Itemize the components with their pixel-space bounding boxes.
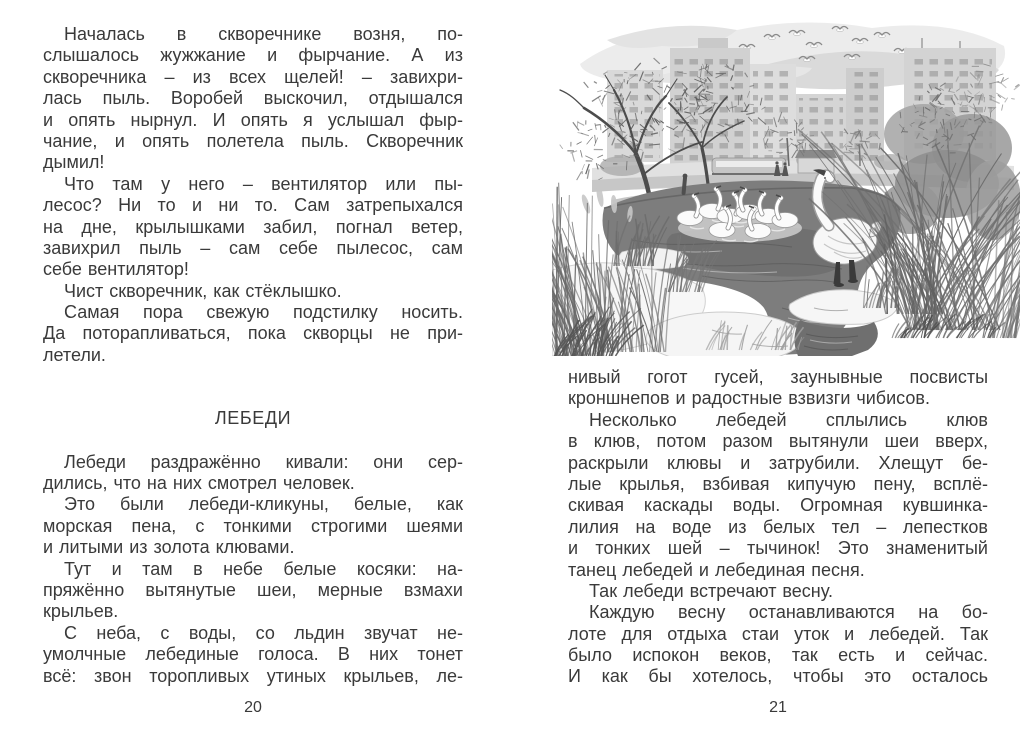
swan-pond-illustration [552,8,1020,356]
text-line: Самая пора свежую подстилку носить. [64,302,463,323]
text-line: нивый гогот гусей, заунывные посвисты [568,367,988,387]
text-line: Несколько лебедей сплылись клюв [589,409,988,430]
text-line: С неба, с воды, со льдин звучат не- [64,622,463,643]
text-line: чание, и опять полетела пыль. Скворечник [43,130,463,151]
text-line: раскрыли клювы и затрубили. Хлещут бе- [568,452,988,473]
text-line: Да поторапливаться, пока скворцы не при- [43,323,463,344]
text-line: и опять нырнул. И опять я услышал фыр- [43,109,463,130]
text-line: лоте для отдыха стаи уток и лебедей. Так [568,623,988,644]
text-line: лесос? Ни то и ни то. Сам затрепыхался [43,195,463,216]
text-line: танец лебедей и лебединая песня. [568,559,865,580]
text-line: пряжённо вытянутые шеи, мерные взмахи [43,580,463,600]
text-line: лась пыль. Воробей выскочил, отдышался [43,88,463,109]
text-line: кроншнепов и радостные взвизги чибисов. [568,388,930,409]
text-line: и тонких шей – тычинок! Это знаменитый [568,538,988,559]
text-line: слышалось жужжание и фырчание. А из [43,45,463,66]
page-20-text [43,24,463,687]
text-line: Что там у него – вентилятор или пы- [64,173,463,194]
page-number-right: 21 [769,699,787,716]
text-line: дымил! [43,152,105,173]
text-line: умолчные лебединые голоса. В них тонет [43,644,463,665]
text-line: завихрил пыль – сам себе пылесос, сам [43,237,463,258]
text-line: Каждую весну останавливаются на бо- [589,602,988,623]
text-line: лые крылья, взбивая кипучую пену, всплё- [568,473,988,494]
text-line: скивая каскады воды. Огромная кувшинка- [568,495,988,516]
text-line: Это были лебеди-кликуны, белые, как [64,494,463,515]
text-line: в клюв, потом разом вытянули шеи вверх, [568,431,988,452]
text-line: дились, что на них смотрел человек. [43,473,355,494]
text-line: лилия на воде из белых тел – лепестков [568,516,988,537]
text-line: Началась в скворечнике возня, по- [64,24,463,44]
page-number-left: 20 [244,699,262,716]
text-line: скворечника – из всех щелей! – завихри- [43,66,463,87]
text-line: летели. [43,344,106,365]
text-line: крыльев. [43,601,119,622]
story-heading: ЛЕБЕДИ [214,408,292,429]
text-line: было испокон веков, так есть и сейчас. [568,645,988,666]
text-line: и литыми из золота клювами. [43,537,295,558]
text-line: себе вентилятор! [43,259,189,280]
text-line: всё: звон торопливых утиных крыльев, ле- [43,665,463,686]
text-line: Тут и там в небе белые косяки: на- [64,558,463,579]
text-line: Лебеди раздражённо кивали: они сер- [64,451,463,472]
text-line: морская пена, с тонкими строгими шеями [43,515,463,536]
text-line: Чист скворечник, как стёклышко. [64,280,342,301]
text-line: на дне, крылышками забил, погнал ветер, [43,216,463,237]
page-21-text [568,367,988,688]
text-line: И как бы хотелось, чтобы это осталось [568,666,988,687]
text-line: Так лебеди встречают весну. [589,580,833,601]
